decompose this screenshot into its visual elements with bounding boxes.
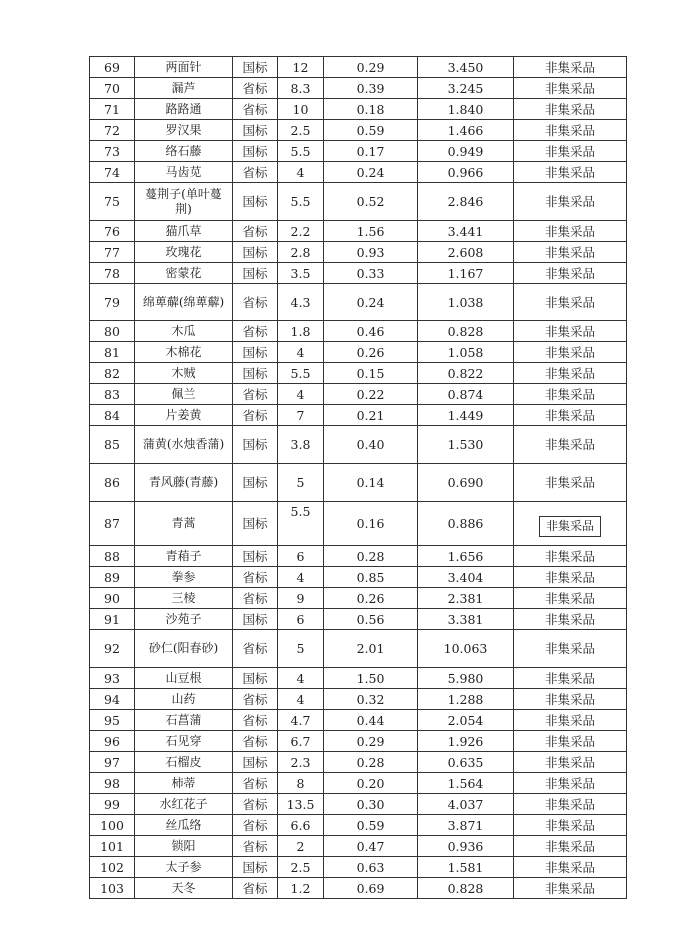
herb-name: 柿蒂 [135,773,233,794]
amount: 4.037 [418,794,514,815]
procurement-status: 非集采品 [514,773,627,794]
table-row [90,342,627,363]
spec-value: 5 [278,630,324,668]
amount: 0.949 [418,141,514,162]
amount: 1.058 [418,342,514,363]
spec-value: 1.2 [278,878,324,899]
standard: 省标 [233,567,278,588]
procurement-status: 非集采品 [514,321,627,342]
amount: 1.466 [418,120,514,141]
herb-name: 天冬 [135,878,233,899]
unit-price: 0.24 [324,162,418,183]
table-row [90,668,627,689]
standard: 省标 [233,384,278,405]
table-row [90,284,627,321]
standard: 省标 [233,221,278,242]
spec-value: 5.5 [278,141,324,162]
amount: 3.404 [418,567,514,588]
procurement-status: 非集采品 [514,57,627,78]
procurement-status: 非集采品 [514,162,627,183]
table-row [90,794,627,815]
standard: 国标 [233,242,278,263]
table-row [90,242,627,263]
table-body [90,57,627,899]
herb-name: 蒲黄(水烛香蒲) [135,426,233,464]
table-row [90,384,627,405]
standard: 国标 [233,502,278,546]
standard: 省标 [233,284,278,321]
table-row [90,588,627,609]
table-row [90,878,627,899]
herb-name: 水红花子 [135,794,233,815]
amount: 2.381 [418,588,514,609]
spec-value: 6.6 [278,815,324,836]
unit-price: 0.14 [324,464,418,502]
table-row [90,405,627,426]
standard: 省标 [233,878,278,899]
unit-price: 0.17 [324,141,418,162]
herb-name: 玫瑰花 [135,242,233,263]
row-number: 98 [90,773,135,794]
row-number: 84 [90,405,135,426]
row-number: 78 [90,263,135,284]
row-number: 91 [90,609,135,630]
standard: 国标 [233,609,278,630]
standard: 国标 [233,668,278,689]
herb-name: 木贼 [135,363,233,384]
spec-value: 2.3 [278,752,324,773]
spec-value: 5.5 [278,363,324,384]
standard: 省标 [233,78,278,99]
herb-name: 石榴皮 [135,752,233,773]
unit-price: 0.24 [324,284,418,321]
unit-price: 0.30 [324,794,418,815]
amount: 2.846 [418,183,514,221]
standard: 省标 [233,731,278,752]
unit-price: 0.29 [324,57,418,78]
spec-value: 2.5 [278,857,324,878]
procurement-status: 非集采品 [514,464,627,502]
procurement-status: 非集采品 [514,546,627,567]
row-number: 70 [90,78,135,99]
procurement-status: 非集采品 [514,141,627,162]
procurement-status: 非集采品 [514,242,627,263]
herb-name: 山豆根 [135,668,233,689]
row-number: 103 [90,878,135,899]
procurement-status: 非集采品 [514,405,627,426]
unit-price: 1.50 [324,668,418,689]
unit-price: 0.28 [324,752,418,773]
spec-value: 8 [278,773,324,794]
row-number: 82 [90,363,135,384]
amount: 0.966 [418,162,514,183]
unit-price: 0.56 [324,609,418,630]
procurement-status: 非集采品 [514,857,627,878]
unit-price: 0.22 [324,384,418,405]
row-number: 102 [90,857,135,878]
procurement-status: 非集采品 [514,815,627,836]
herb-name: 沙苑子 [135,609,233,630]
unit-price: 0.47 [324,836,418,857]
row-number: 95 [90,710,135,731]
table-row [90,815,627,836]
procurement-status: 非集采品 [514,363,627,384]
table-row [90,464,627,502]
standard: 省标 [233,815,278,836]
table-row [90,183,627,221]
table-row [90,321,627,342]
table-row [90,567,627,588]
amount: 1.288 [418,689,514,710]
table-row [90,263,627,284]
spec-value: 4 [278,689,324,710]
procurement-status: 非集采品 [514,183,627,221]
unit-price: 2.01 [324,630,418,668]
herb-name: 石菖蒲 [135,710,233,731]
amount: 0.828 [418,878,514,899]
row-number: 79 [90,284,135,321]
table-row [90,221,627,242]
spec-value: 5.5 [278,183,324,221]
unit-price: 0.28 [324,546,418,567]
spec-value: 2.5 [278,120,324,141]
amount: 3.441 [418,221,514,242]
amount: 10.063 [418,630,514,668]
herb-name: 青葙子 [135,546,233,567]
unit-price: 0.21 [324,405,418,426]
table-row [90,426,627,464]
row-number: 87 [90,502,135,546]
table-row [90,141,627,162]
spec-value: 6 [278,546,324,567]
procurement-status: 非集采品 [514,609,627,630]
procurement-status: 非集采品 [514,99,627,120]
standard: 省标 [233,794,278,815]
table-row [90,546,627,567]
table-row [90,731,627,752]
herb-name: 片姜黄 [135,405,233,426]
amount: 0.635 [418,752,514,773]
procurement-status: 非集采品 [514,342,627,363]
herb-name: 马齿苋 [135,162,233,183]
row-number: 96 [90,731,135,752]
row-number: 75 [90,183,135,221]
table-row [90,630,627,668]
procurement-status: 非集采品 [514,689,627,710]
row-number: 71 [90,99,135,120]
row-number: 77 [90,242,135,263]
spec-value: 5 [278,464,324,502]
herb-name: 佩兰 [135,384,233,405]
herb-name: 木瓜 [135,321,233,342]
row-number: 69 [90,57,135,78]
procurement-status: 非集采品 [514,710,627,731]
procurement-status: 非集采品 [514,426,627,464]
table-row [90,99,627,120]
amount: 0.874 [418,384,514,405]
standard: 国标 [233,141,278,162]
unit-price: 0.32 [324,689,418,710]
procurement-status: 非集采品 [514,221,627,242]
spec-value: 4 [278,384,324,405]
table-row [90,773,627,794]
herb-name: 猫爪草 [135,221,233,242]
unit-price: 1.56 [324,221,418,242]
herb-name: 太子参 [135,857,233,878]
amount: 2.054 [418,710,514,731]
herb-name: 罗汉果 [135,120,233,141]
table-row [90,710,627,731]
unit-price: 0.44 [324,710,418,731]
spec-value: 10 [278,99,324,120]
row-number: 76 [90,221,135,242]
herb-name: 山药 [135,689,233,710]
row-number: 93 [90,668,135,689]
herb-name: 拳参 [135,567,233,588]
table-row [90,836,627,857]
standard: 国标 [233,342,278,363]
amount: 1.449 [418,405,514,426]
procurement-status: 非集采品 [514,120,627,141]
standard: 省标 [233,773,278,794]
amount: 3.450 [418,57,514,78]
procurement-status: 非集采品 [514,668,627,689]
amount: 0.886 [418,502,514,546]
table-row [90,363,627,384]
amount: 1.564 [418,773,514,794]
spec-value: 7 [278,405,324,426]
standard: 省标 [233,321,278,342]
row-number: 99 [90,794,135,815]
unit-price: 0.16 [324,502,418,546]
herb-name: 绵萆薢(绵萆薢) [135,284,233,321]
table-row [90,120,627,141]
standard: 国标 [233,57,278,78]
amount: 2.608 [418,242,514,263]
standard: 省标 [233,588,278,609]
unit-price: 0.59 [324,120,418,141]
procurement-status-cell [514,502,627,546]
spec-value: 3.5 [278,263,324,284]
unit-price: 0.39 [324,78,418,99]
row-number: 83 [90,384,135,405]
amount: 1.926 [418,731,514,752]
spec-value: 9 [278,588,324,609]
herb-name: 蔓荆子(单叶蔓荆) [135,183,233,221]
herb-name: 路路通 [135,99,233,120]
procurement-status: 非集采品 [514,794,627,815]
spec-value: 1.8 [278,321,324,342]
procurement-status: 非集采品 [514,878,627,899]
standard: 省标 [233,630,278,668]
herb-name: 石见穿 [135,731,233,752]
amount: 1.656 [418,546,514,567]
procurement-status: 非集采品 [514,384,627,405]
procurement-status: 非集采品 [514,78,627,99]
unit-price: 0.20 [324,773,418,794]
unit-price: 0.93 [324,242,418,263]
standard: 省标 [233,689,278,710]
unit-price: 0.59 [324,815,418,836]
spec-value: 6.7 [278,731,324,752]
row-number: 86 [90,464,135,502]
amount: 1.038 [418,284,514,321]
row-number: 92 [90,630,135,668]
standard: 国标 [233,426,278,464]
unit-price: 0.33 [324,263,418,284]
drug-price-table [89,56,627,899]
row-number: 100 [90,815,135,836]
spec-value: 4 [278,567,324,588]
amount: 1.167 [418,263,514,284]
unit-price: 0.52 [324,183,418,221]
amount: 5.980 [418,668,514,689]
spec-value: 4 [278,668,324,689]
amount: 3.381 [418,609,514,630]
herb-name: 砂仁(阳春砂) [135,630,233,668]
procurement-status: 非集采品 [514,731,627,752]
herb-name: 锁阳 [135,836,233,857]
row-number: 74 [90,162,135,183]
unit-price: 0.29 [324,731,418,752]
row-number: 90 [90,588,135,609]
row-number: 80 [90,321,135,342]
amount: 0.936 [418,836,514,857]
amount: 1.530 [418,426,514,464]
unit-price: 0.26 [324,342,418,363]
amount: 0.822 [418,363,514,384]
row-number: 88 [90,546,135,567]
row-number: 85 [90,426,135,464]
herb-name: 络石藤 [135,141,233,162]
unit-price: 0.26 [324,588,418,609]
amount: 1.581 [418,857,514,878]
row-number: 73 [90,141,135,162]
row-number: 72 [90,120,135,141]
unit-price: 0.69 [324,878,418,899]
amount: 3.245 [418,78,514,99]
unit-price: 0.40 [324,426,418,464]
standard: 省标 [233,99,278,120]
herb-name: 青蒿 [135,502,233,546]
herb-name: 木棉花 [135,342,233,363]
standard: 省标 [233,405,278,426]
standard: 国标 [233,183,278,221]
standard: 国标 [233,263,278,284]
unit-price: 0.63 [324,857,418,878]
spec-value: 12 [278,57,324,78]
amount: 0.690 [418,464,514,502]
procurement-status: 非集采品 [514,588,627,609]
unit-price: 0.18 [324,99,418,120]
standard: 国标 [233,464,278,502]
procurement-status: 非集采品 [514,567,627,588]
table-row [90,162,627,183]
procurement-status: 非集采品 [539,516,601,537]
spec-value: 13.5 [278,794,324,815]
spec-value: 4.7 [278,710,324,731]
spec-value: 3.8 [278,426,324,464]
procurement-status: 非集采品 [514,836,627,857]
standard: 省标 [233,836,278,857]
herb-name: 密蒙花 [135,263,233,284]
herb-name: 丝瓜络 [135,815,233,836]
table-row [90,752,627,773]
table-row [90,689,627,710]
unit-price: 0.85 [324,567,418,588]
standard: 国标 [233,120,278,141]
unit-price: 0.46 [324,321,418,342]
row-number: 81 [90,342,135,363]
standard: 国标 [233,752,278,773]
procurement-status: 非集采品 [514,630,627,668]
row-number: 97 [90,752,135,773]
amount: 0.828 [418,321,514,342]
table-row [90,857,627,878]
herb-name: 漏芦 [135,78,233,99]
spec-value: 4 [278,342,324,363]
procurement-status: 非集采品 [514,284,627,321]
spec-value: 2.2 [278,221,324,242]
table-row [90,57,627,78]
herb-name: 青风藤(青藤) [135,464,233,502]
row-number: 101 [90,836,135,857]
amount: 1.840 [418,99,514,120]
table-row [90,78,627,99]
standard: 省标 [233,162,278,183]
standard: 国标 [233,546,278,567]
procurement-status: 非集采品 [514,263,627,284]
spec-value: 2 [278,836,324,857]
spec-value: 2.8 [278,242,324,263]
herb-name: 两面针 [135,57,233,78]
procurement-status: 非集采品 [514,752,627,773]
table-row [90,609,627,630]
standard: 国标 [233,363,278,384]
spec-value: 4.3 [278,284,324,321]
standard: 国标 [233,857,278,878]
row-number: 94 [90,689,135,710]
row-number: 89 [90,567,135,588]
spec-value: 5.5 [278,502,324,546]
spec-value: 4 [278,162,324,183]
unit-price: 0.15 [324,363,418,384]
standard: 省标 [233,710,278,731]
herb-name: 三棱 [135,588,233,609]
amount: 3.871 [418,815,514,836]
spec-value: 6 [278,609,324,630]
spec-value: 8.3 [278,78,324,99]
table-row [90,502,627,546]
